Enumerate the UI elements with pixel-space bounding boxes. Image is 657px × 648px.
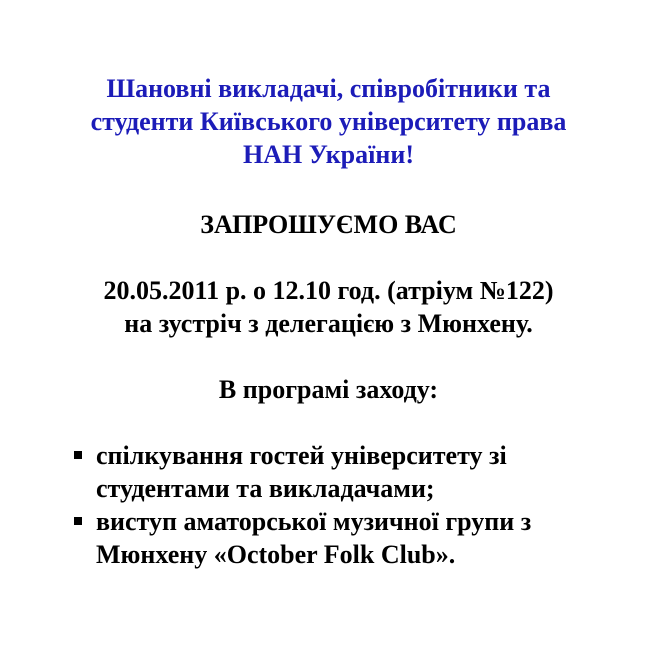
program-list: [72, 439, 632, 571]
greeting-line-2: студенти Київського університету права: [90, 107, 567, 136]
greeting-heading: [0, 72, 657, 171]
square-bullet-icon: [74, 451, 82, 459]
program-title: В програмі заходу:: [218, 375, 439, 404]
greeting-line-3: НАН України!: [243, 140, 414, 169]
event-details: [0, 274, 657, 340]
event-purpose-line: на зустріч з делегацією з Мюнхену.: [124, 309, 533, 338]
square-bullet-icon: [74, 517, 82, 525]
event-datetime-line: 20.05.2011 р. о 12.10 год. (атріум №122): [103, 276, 554, 305]
program-item-line: Мюнхену «October Folk Club».: [96, 540, 456, 569]
program-item-performance: [72, 505, 632, 571]
program-item-line: виступ аматорської музичної групи з: [96, 507, 532, 536]
invite-heading: ЗАПРОШУЄМО ВАС: [200, 210, 457, 239]
greeting-line-1: Шановні викладачі, співробітники та: [106, 74, 551, 103]
program-item-line: спілкування гостей університету зі: [96, 441, 507, 470]
program-item-communication: [72, 439, 632, 505]
program-item-line: студентами та викладачами;: [96, 474, 435, 503]
